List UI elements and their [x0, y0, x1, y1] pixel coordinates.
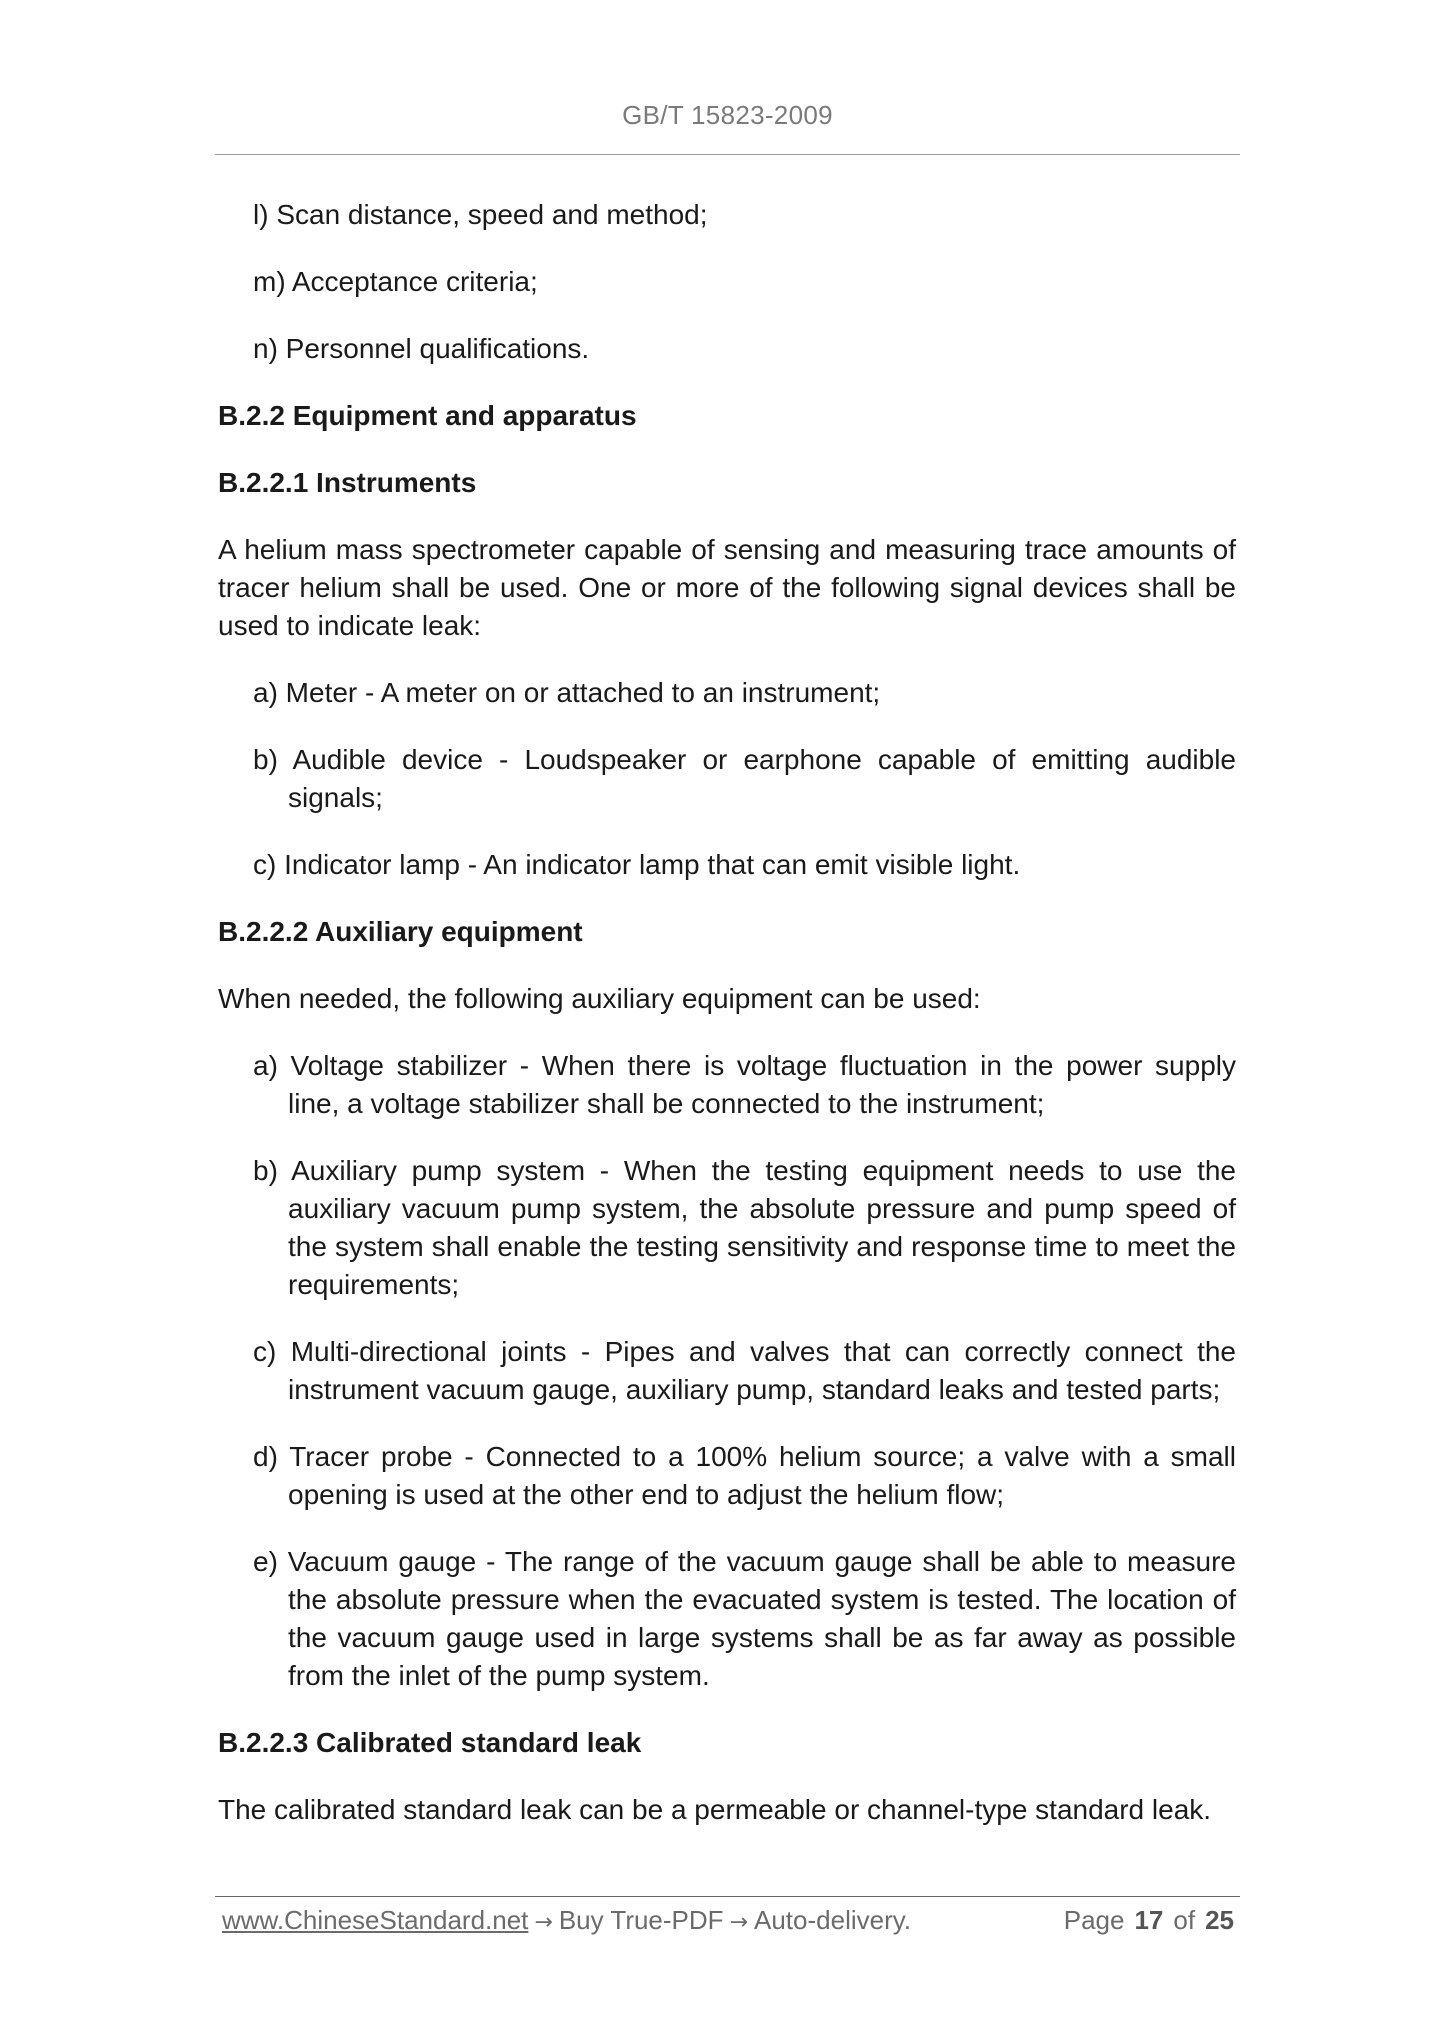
list-item: d) Tracer probe - Connected to a 100% helium source; a valve with a small opening is used at the other end to adjust the helium flow; [253, 1441, 1236, 1510]
list-item: a) Voltage stabilizer - When there is voltage fluctuation in the power supply line, a voltage stabilizer shall be connected to the instrument; [253, 1050, 1236, 1119]
buy-true-pdf-text: Buy True-PDF [558, 1905, 724, 1935]
paragraph-auxiliary: When needed, the following auxiliary equipment can be used: [218, 983, 981, 1014]
header-divider [215, 154, 1240, 155]
standard-code: GB/T 15823-2009 [622, 100, 833, 130]
page-footer [222, 1902, 1234, 1941]
list-item: n) Personnel qualifications. [253, 333, 590, 364]
list-item: l) Scan distance, speed and method; [253, 199, 708, 230]
section-heading-b223: B.2.2.3 Calibrated standard leak [218, 1727, 642, 1758]
section-heading-b222: B.2.2.2 Auxiliary equipment [218, 916, 583, 947]
page-label: Page [1063, 1905, 1125, 1935]
page-content [218, 196, 1236, 1858]
site-link[interactable]: www.ChineseStandard.net [222, 1905, 529, 1935]
list-item: e) Vacuum gauge - The range of the vacuum gauge shall be able to measure the absolute pressure when the evacuated system is tested. The location of the vacuum gauge used in large systems shall be as far away as possible from the inlet of the pump system. [253, 1546, 1236, 1691]
section-heading-b221: B.2.2.1 Instruments [218, 467, 477, 498]
list-item: b) Audible device - Loudspeaker or earphone capable of emitting audible signals; [253, 744, 1236, 813]
page-number-info [1064, 1902, 1234, 1938]
arrow-right-icon: → [729, 1910, 748, 1935]
paragraph-calibrated: The calibrated standard leak can be a permeable or channel-type standard leak. [218, 1794, 1212, 1825]
list-item: m) Acceptance criteria; [253, 266, 538, 297]
page-header [215, 100, 1240, 131]
list-item: a) Meter - A meter on or attached to an instrument; [253, 677, 881, 708]
of-label: of [1173, 1905, 1196, 1935]
paragraph-instruments: A helium mass spectrometer capable of sensing and measuring trace amounts of tracer helium shall be used. One or more of the following signal devices shall be used to indicate leak: [218, 534, 1236, 641]
section-heading-b22: B.2.2 Equipment and apparatus [218, 400, 637, 431]
auto-delivery-text: Auto-delivery. [754, 1905, 912, 1935]
list-item: c) Multi-directional joints - Pipes and valves that can correctly connect the instrument vacuum gauge, auxiliary pump, standard leaks and tested parts; [253, 1336, 1236, 1405]
list-item: c) Indicator lamp - An indicator lamp that can emit visible light. [253, 849, 1021, 880]
footer-divider [215, 1896, 1240, 1897]
current-page-number: 17 [1134, 1905, 1164, 1935]
list-item: b) Auxiliary pump system - When the testing equipment needs to use the auxiliary vacuum pump system, the absolute pressure and pump speed of the system shall enable the testing sensitivity and response time to meet the requirements; [253, 1155, 1236, 1300]
arrow-right-icon: → [534, 1910, 553, 1935]
total-pages-number: 25 [1205, 1905, 1234, 1935]
